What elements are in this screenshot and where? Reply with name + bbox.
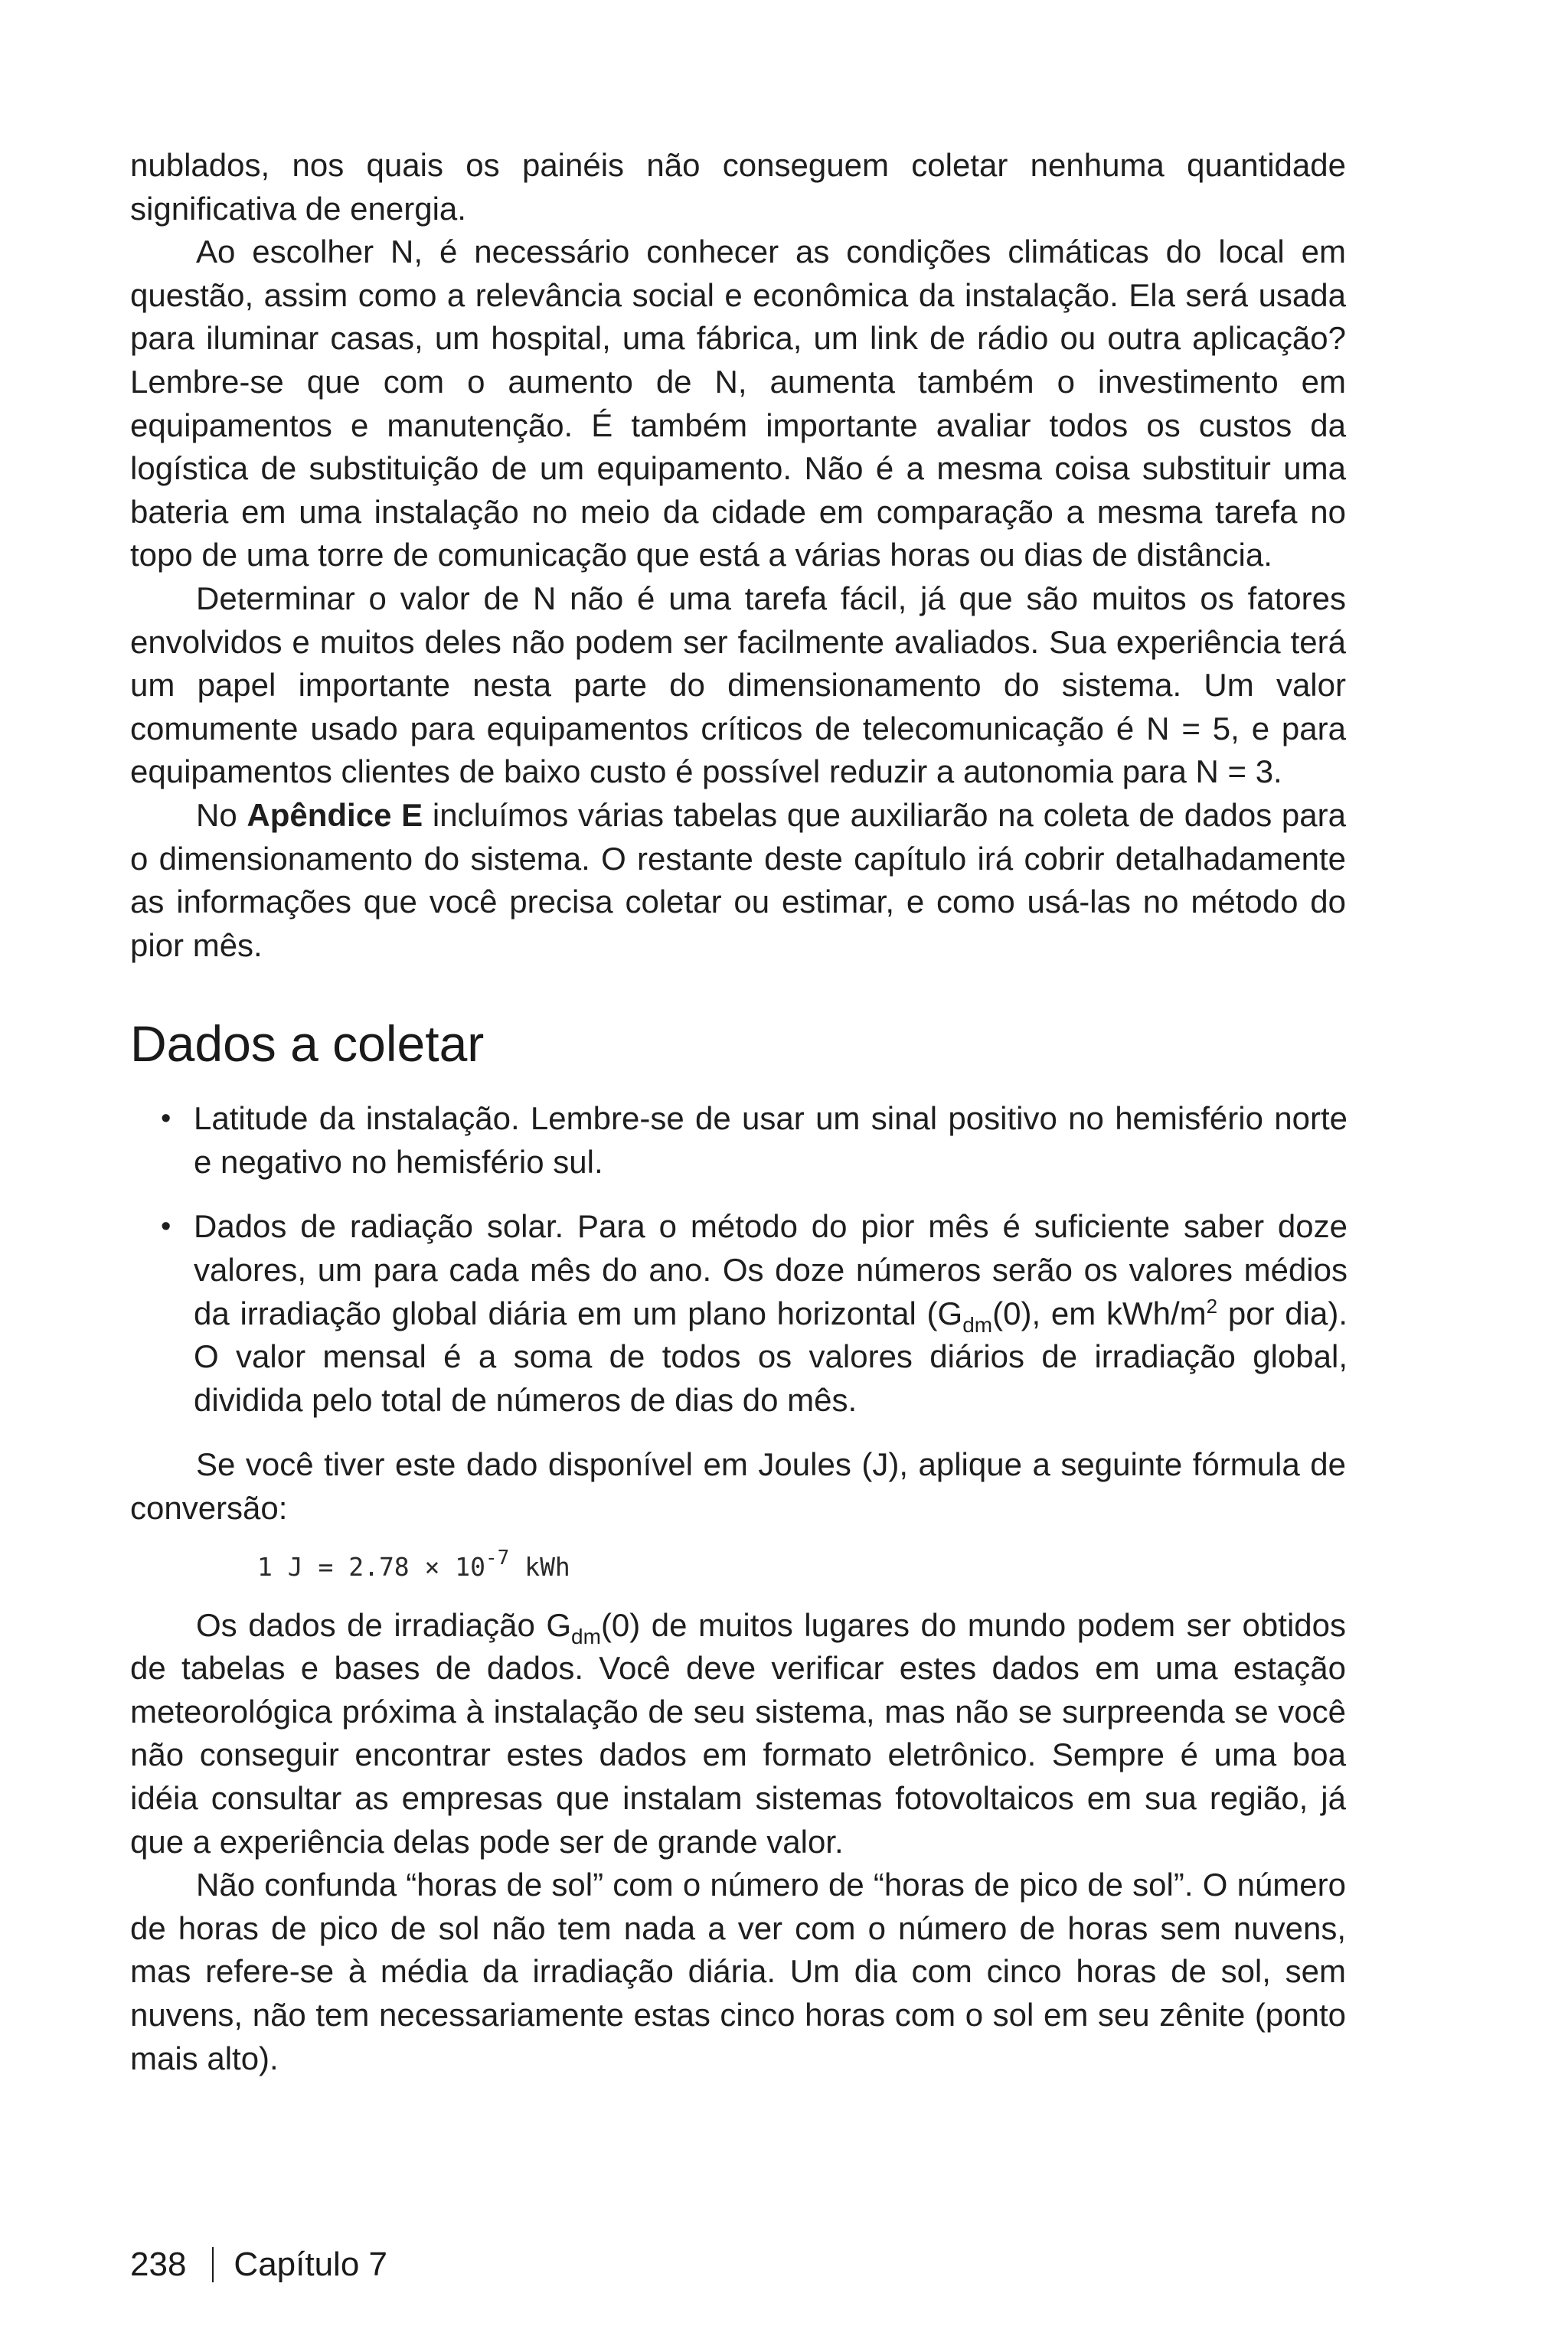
bullet-marker: •: [161, 1102, 172, 1135]
subscript: dm: [962, 1312, 993, 1337]
text-run: (0) de muitos lugares do mundo podem ser obtidos de tabelas e bases de dados. Você deve verificar estes dados em uma estação meteorológica próxima à instalação de seu sistema, mas não se surpreenda se você não conseguir encontrar estes dados em formato eletrônico. Sempre é uma boa idéia consultar as empresas que instalam sistemas fotovoltaicos em sua região, já que a experiência delas pode ser de grande valor.: [130, 1606, 1346, 1860]
text-run: kWh: [509, 1551, 570, 1582]
data-list: [130, 1097, 1346, 1422]
text-run: incluímos várias tabelas que auxiliarão na coleta de dados para o dimensionamento do sistema. O restante deste capítulo irá cobrir detalhadamente as informações que você precisa coletar ou estimar, e como usá-las no método do pior mês.: [130, 796, 1346, 963]
text-run: 1 J = 2.78 × 10: [257, 1551, 486, 1582]
text-run: por dia). O valor mensal é a soma de todos os valores diários de irradiação global, dividida pelo total de números de dias do mês.: [194, 1295, 1348, 1418]
footer-divider: [212, 2247, 214, 2282]
list-item-text: [194, 1208, 1348, 1417]
section-heading: Dados a coletar: [130, 1015, 485, 1073]
chapter-label: Capítulo 7: [234, 2246, 387, 2283]
conversion-formula: [130, 1546, 1346, 1589]
exponent: -7: [485, 1546, 510, 1570]
paragraph-appendix-reference: [130, 794, 1346, 967]
text-run: Os dados de irradiação G: [196, 1606, 572, 1643]
list-item-text: Latitude da instalação. Lembre-se de usar um sinal positivo no hemisfério norte e negativo no hemisfério sul.: [194, 1100, 1348, 1180]
bullet-marker: •: [161, 1210, 172, 1243]
paragraph: Ao escolher N, é necessário conhecer as condições climáticas do local em questão, assim como a relevância social e econômica da instalação. Ela será usada para iluminar casas, um hospital, uma fábrica, um link de rádio ou outra aplicação? Lembre-se que com o aumento de N, aumenta também o investimento em equipamentos e manutenção. É também importante avaliar todos os custos da logística de substituição de um equipamento. Não é a mesma coisa substituir uma bateria em uma instalação no meio da cidade em comparação a mesma tarefa no topo de uma torre de comunicação que está a várias horas ou dias de distância.: [130, 234, 1346, 573]
text-run: Dados de radiação solar. Para o método do pior mês é suficiente saber doze valores, um para cada mês do ano. Os doze números serão os valores médios da irradiação global diária em um plano horizontal (G: [194, 1208, 1348, 1331]
text-run: No: [196, 796, 247, 833]
list-item: [130, 1205, 1348, 1422]
page-body: [130, 144, 1346, 2080]
appendix-link-text: Apêndice E: [247, 796, 423, 833]
subscript: dm: [571, 1624, 601, 1648]
paragraph: Não confunda “horas de sol” com o número de “horas de pico de sol”. O número de horas de pico de sol não tem nada a ver com o número de horas sem nuvens, mas refere-se à média da irradiação diária. Um dia com cinco horas de sol, sem nuvens, não tem necessariamente estas cinco horas com o sol em seu zênite (ponto mais alto).: [130, 1867, 1346, 2076]
paragraph-continued: nublados, nos quais os painéis não conseguem coletar nenhuma quantidade significativa de energia.: [130, 147, 1346, 227]
superscript: 2: [1206, 1294, 1218, 1318]
page-footer: [130, 2242, 387, 2288]
paragraph: Determinar o valor de N não é uma tarefa fácil, já que são muitos os fatores envolvidos e muitos deles não podem ser facilmente avaliados. Sua experiência terá um papel importante nesta parte do dimensionamento do sistema. Um valor comumente usado para equipamentos críticos de telecomunicação é N = 5, e para equipamentos clientes de baixo custo é possível reduzir a autonomia para N = 3.: [130, 580, 1346, 790]
paragraph: Se você tiver este dado disponível em Joules (J), aplique a seguinte fórmula de conversão:: [130, 1446, 1346, 1527]
list-item: [130, 1097, 1348, 1184]
page-number: 238: [130, 2246, 187, 2283]
text-run: (0), em kWh/m: [992, 1295, 1207, 1331]
paragraph: [130, 1604, 1346, 1864]
